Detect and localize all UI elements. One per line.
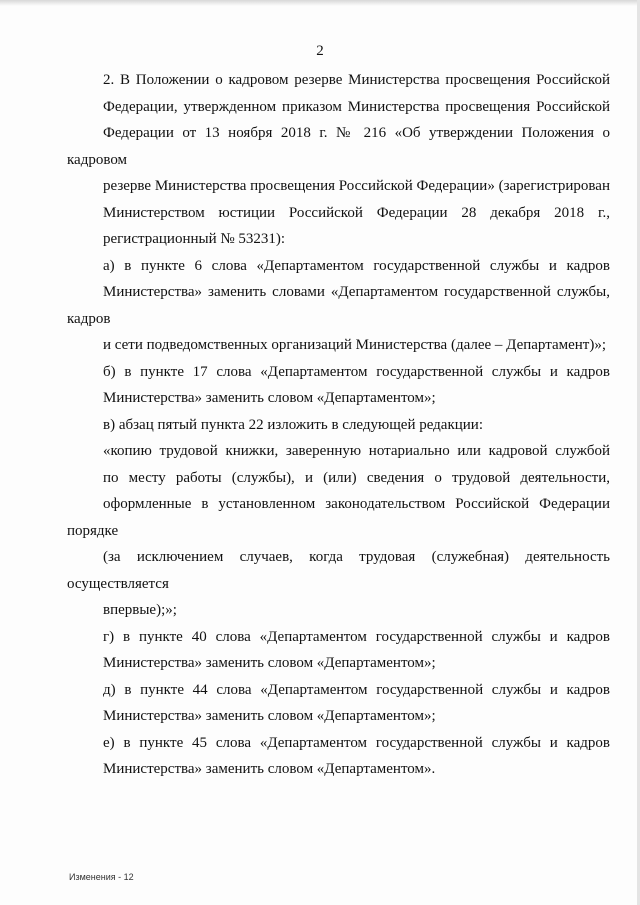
text-line: «копию трудовой книжки, заверенную нотариально или кадровой службой [103, 443, 610, 459]
text-line: Министерства» заменить словом «Департаментом»; [103, 655, 436, 671]
paragraph-subitem-g [67, 624, 610, 677]
text-line: а) в пункте 6 слова «Департаментом государственной службы и кадров [103, 257, 610, 274]
page-number: 2 [316, 43, 324, 59]
paragraph-subitem-a [67, 253, 610, 359]
text-line: Федерации, утвержденном приказом Министерства просвещения Российской [103, 98, 610, 115]
text-line: регистрационный № 53231): [103, 231, 286, 247]
text-line: Федерации от 13 ноября 2018 г. № 216 «Об утверждении Положения о кадровом [67, 125, 610, 168]
footer-document-mark: Изменения - 12 [69, 872, 134, 882]
text-line: д) в пункте 44 слова «Департаментом государственной службы и кадров [103, 681, 610, 698]
top-scan-edge [0, 0, 640, 6]
paragraph-item-2 [67, 67, 610, 253]
text-line: в) абзац пятый пункта 22 изложить в следующей редакции: [103, 416, 484, 433]
text-line: Министерства» заменить словом «Департаментом». [103, 761, 436, 777]
paragraph-subitem-v [67, 412, 610, 439]
text-line: е) в пункте 45 слова «Департаментом государственной службы и кадров [103, 734, 610, 751]
document-body [67, 67, 610, 783]
text-line: по месту работы (службы), и (или) сведения о трудовой деятельности, [103, 469, 610, 486]
paragraph-subitem-d [67, 677, 610, 730]
text-line: Министерства» заменить словом «Департаментом»; [103, 390, 436, 406]
text-line: Министерства» заменить словами «Департаментом государственной службы, кадров [67, 284, 610, 327]
text-line: резерве Министерства просвещения Российской Федерации» (зарегистрирован [103, 178, 610, 194]
text-line: г) в пункте 40 слова «Департаментом государственной службы и кадров [103, 628, 610, 645]
paragraph-subitem-e [67, 730, 610, 783]
text-line: 2. В Положении о кадровом резерве Министерства просвещения Российской [103, 72, 610, 88]
text-line: Министерства» заменить словом «Департаментом»; [103, 708, 436, 724]
text-line: Министерством юстиции Российской Федерации 28 декабря 2018 г., [103, 204, 610, 221]
paragraph-quoted-text [67, 438, 610, 624]
text-line: (за исключением случаев, когда трудовая (служебная) деятельность осуществляется [67, 549, 610, 592]
text-line: б) в пункте 17 слова «Департаментом государственной службы и кадров [103, 363, 610, 380]
paragraph-subitem-b [67, 359, 610, 412]
text-line: оформленные в установленном законодательством Российской Федерации порядке [67, 496, 610, 539]
text-line: и сети подведомственных организаций Министерства (далее – Департамент)»; [103, 337, 607, 353]
text-line: впервые);»; [103, 602, 177, 618]
